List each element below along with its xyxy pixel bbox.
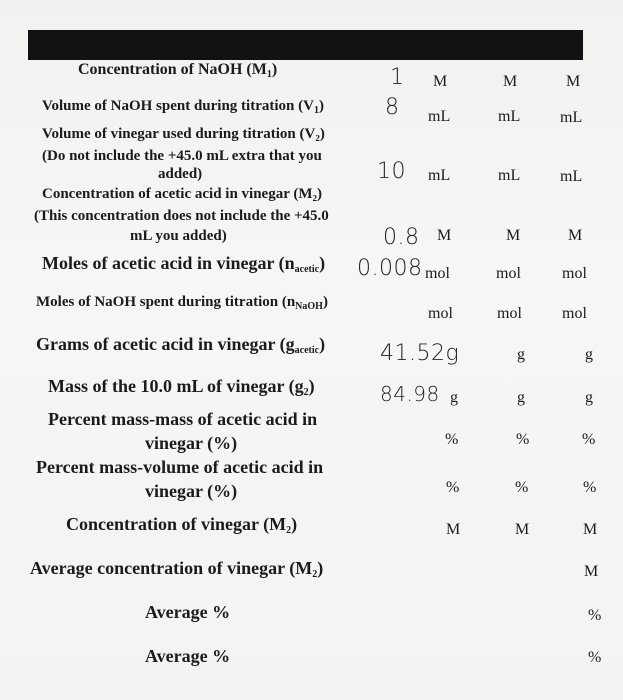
handwritten-acetic-grams: 41.52g	[380, 341, 460, 366]
row-label-percent-mass-mass: Percent mass-mass of acetic acid in	[48, 409, 318, 429]
row-label-percent-mass-volume: Percent mass-volume of acetic acid in	[36, 457, 324, 477]
row-label-vinegar-volume-note-end: added)	[158, 166, 203, 182]
unit-trial-3: g	[585, 389, 593, 406]
row-label-vinegar-concentration: Concentration of vinegar $(M_2)$	[66, 514, 298, 536]
unit-trial-2: g	[517, 389, 525, 406]
row-label-acetic-concentration-note-end: mL you added)	[130, 228, 227, 244]
unit-trial-2: mol	[497, 305, 522, 322]
unit-trial-3: mol	[562, 265, 587, 282]
unit-trial-3: %	[583, 479, 597, 496]
unit-trial-1: g	[450, 389, 458, 406]
unit-trial-3: M	[568, 227, 583, 244]
unit-trial-3: M	[566, 73, 581, 90]
unit-trial-2: %	[516, 431, 530, 448]
row-label-naoh-volume: Volume of NaOH spent during titration $(V_1)$	[42, 98, 324, 116]
handwritten-acetic-moles: 0.008	[357, 256, 423, 281]
row-label-vinegar-mass: Mass of the 10.0 mL of vinegar $(g_2)$	[48, 376, 315, 398]
handwritten-naoh-volume: 8	[385, 95, 400, 120]
table-header-bar	[28, 30, 583, 60]
unit-trial-3: M	[583, 521, 598, 538]
row-label-acetic-grams: Grams of acetic acid in vinegar $(g_{acetic})$	[36, 334, 326, 356]
unit-trial-3: %	[582, 431, 596, 448]
unit-trial-1: mol	[428, 305, 453, 322]
unit-average: %	[588, 649, 602, 666]
unit-trial-2: %	[515, 479, 529, 496]
handwritten-vinegar-mass: 84.98	[380, 382, 440, 406]
unit-trial-1: %	[446, 479, 460, 496]
unit-trial-2: mL	[498, 108, 521, 125]
unit-trial-1: M	[437, 227, 452, 244]
unit-trial-2: g	[517, 346, 525, 363]
handwritten-naoh-concentration: 1	[390, 65, 405, 90]
unit-trial-1: mol	[425, 265, 450, 282]
unit-trial-2: M	[503, 73, 518, 90]
row-label-average-concentration: Average concentration of vinegar $(M_2)$	[30, 558, 324, 580]
row-label-vinegar-volume: Volume of vinegar used during titration (V₂)	[42, 126, 325, 142]
row-label-vinegar-volume-note: (Do not include the +45.0 mL extra that you	[42, 148, 322, 164]
row-label-acetic-concentration-note: (This concentration does not include the +45.0	[34, 208, 329, 224]
unit-trial-3: mL	[560, 168, 583, 185]
unit-trial-2: M	[515, 521, 530, 538]
unit-trial-1: M	[433, 73, 448, 90]
unit-trial-3: mol	[562, 305, 587, 322]
unit-trial-1: %	[445, 431, 459, 448]
row-label-percent-mass-mass-end: vinegar (%)	[145, 433, 238, 453]
row-label-average-percent-2: Average %	[145, 646, 231, 666]
row-label-percent-mass-volume-end: vinegar (%)	[145, 481, 238, 501]
row-label-acetic-moles: Moles of acetic acid in vinegar $(n_{acetic})$	[42, 253, 326, 275]
unit-trial-1: mL	[428, 167, 451, 184]
unit-average: %	[588, 607, 602, 624]
unit-trial-2: M	[506, 227, 521, 244]
unit-trial-2: mL	[498, 167, 521, 184]
unit-trial-1: mL	[428, 108, 451, 125]
row-label-average-percent-1: Average %	[145, 602, 231, 622]
row-label-naoh-moles: Moles of NaOH spent during titration $(n_{NaOH})$	[36, 294, 328, 312]
unit-average: M	[584, 563, 599, 580]
handwritten-acetic-concentration: 0.8	[383, 225, 420, 250]
unit-trial-1: M	[446, 521, 461, 538]
unit-trial-3: g	[585, 346, 593, 363]
handwritten-vinegar-volume: 10	[377, 159, 406, 184]
row-label-acetic-concentration: Concentration of acetic acid in vinegar (M₂)	[42, 186, 322, 202]
unit-trial-2: mol	[496, 265, 521, 282]
row-label-naoh-concentration: Concentration of NaOH $(M_1)$	[78, 61, 278, 80]
unit-trial-3: mL	[560, 109, 583, 126]
